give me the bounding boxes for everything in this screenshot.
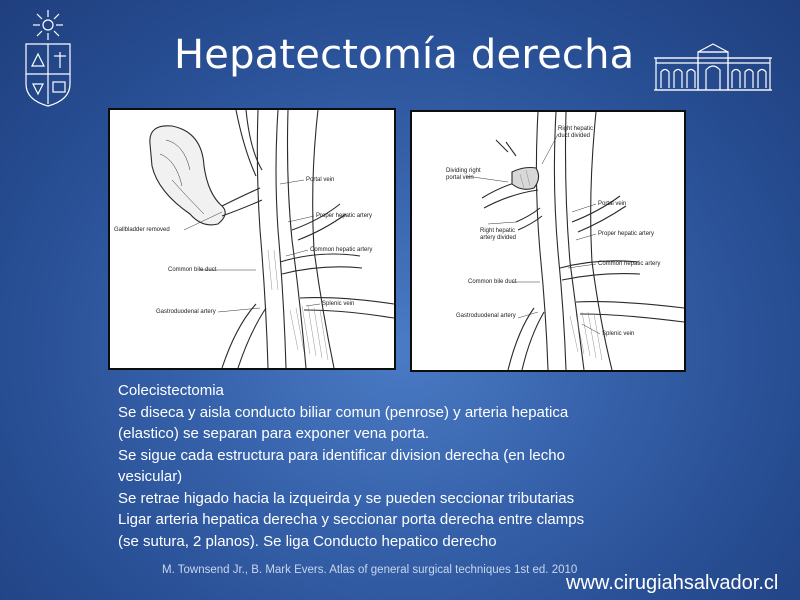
hospital-building-logo — [652, 42, 774, 94]
label-dividing-right-portal-vein-line1: Dividing right — [446, 168, 481, 174]
label-portal-vein: Portal vein — [598, 201, 627, 207]
label-proper-hepatic-artery: Proper hepatic artery — [316, 213, 373, 219]
slide-title: Hepatectomía derecha — [174, 32, 635, 78]
label-gallbladder-removed: Gallbladder removed — [114, 227, 170, 233]
label-splenic-vein: Splenic vein — [602, 331, 635, 337]
step-line: Se sigue cada estructura para identificar division derecha (en lecho — [118, 446, 565, 464]
step-line: Colecistectomia — [118, 382, 224, 399]
step-line: Ligar arteria hepatica derecha y seccionar porta derecha entre clamps — [118, 511, 585, 528]
step-line: (se sutura, 2 planos). Se liga Conducto hepatico derecho — [118, 532, 497, 550]
procedure-steps — [118, 380, 758, 552]
label-common-hepatic-artery: Common hepatic artery — [310, 247, 373, 253]
label-portal-vein: Portal vein — [306, 177, 335, 183]
label-right-hepatic-artery-line1: Right hepatic — [480, 228, 516, 234]
label-gastroduodenal-artery: Gastroduodenal artery — [156, 309, 216, 315]
anatomy-figure-right-vessels-divided — [410, 110, 686, 372]
source-citation: M. Townsend Jr., B. Mark Evers. Atlas of general surgical techniques 1st ed. 2010 — [162, 564, 578, 576]
label-dividing-right-portal-vein-line2: portal vein — [446, 175, 474, 181]
label-proper-hepatic-artery: Proper hepatic artery — [598, 231, 655, 237]
step-line: (elastico) se separan para exponer vena porta. — [118, 425, 430, 442]
anatomy-figure-gallbladder-removed — [108, 108, 396, 370]
label-common-bile-duct: Common bile duct — [168, 267, 217, 273]
label-common-hepatic-artery: Common hepatic artery — [598, 261, 661, 267]
label-gastroduodenal-artery: Gastroduodenal artery — [456, 313, 516, 319]
website-url: www.cirugiahsalvador.cl — [566, 572, 779, 594]
university-crest-logo — [22, 8, 74, 108]
step-line: vesicular) — [118, 468, 183, 485]
label-right-hepatic-duct-line1: Right hepatic — [558, 126, 594, 132]
label-common-bile-duct: Common bile duct — [468, 279, 517, 285]
label-right-hepatic-artery-line2: artery divided — [480, 235, 517, 241]
label-splenic-vein: Splenic vein — [322, 301, 355, 307]
step-line: Se diseca y aisla conducto biliar comun (penrose) y arteria hepatica — [118, 403, 569, 421]
anatomy-drawing-left — [110, 110, 394, 368]
label-right-hepatic-duct-line2: duct divided — [558, 133, 591, 139]
anatomy-drawing-right — [412, 112, 684, 370]
step-line: Se retrae higado hacia la izqueirda y se pueden seccionar tributarias — [118, 489, 575, 507]
